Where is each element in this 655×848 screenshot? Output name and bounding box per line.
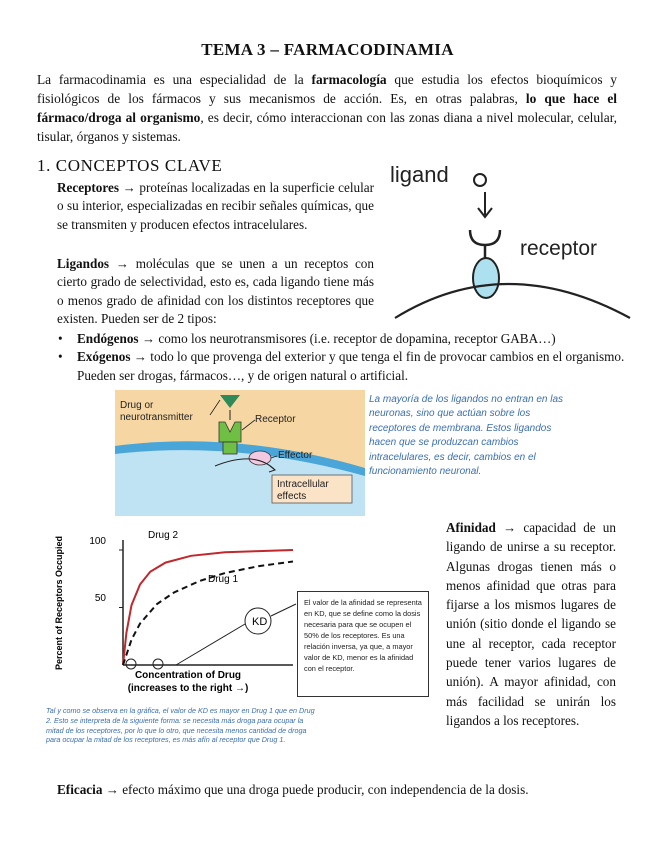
chart-ytick: 50 — [94, 593, 106, 604]
term-afinidad: Afinidad → — [446, 520, 517, 535]
receptores-definition: Receptores → proteínas localizadas en la superficie celular o su interior, especializadas en recibir señales químicas, que se transmiten y producen efectos intracelulares. — [57, 180, 374, 232]
kd-marker-drug2 — [126, 659, 136, 669]
term-endogenos: Endógenos → — [77, 331, 156, 346]
intro-bold-farmacologia: farmacología — [311, 72, 387, 87]
svg-text:Effector: Effector — [278, 450, 313, 461]
ligand-receptor-sketch — [385, 150, 635, 320]
ligandos-definition: Ligandos → moléculas que se unen a un receptos con cierto grado de selectividad, esto es, cada ligando tiene más o menos grado de afinidad con los distintos receptores que existen. Pueden ser de 2 tipos: — [57, 256, 374, 327]
sketch-receptor-cup — [470, 230, 500, 245]
sketch-membrane — [395, 284, 630, 318]
membrane-note: La mayoría de los ligandos no entran en las neuronas, sino que actúan sobre los receptores de membrana. Estos ligandos hacen que se produzcan cambios intracelulares, es decir, cambios en el funcionamiento neuronal. — [369, 394, 564, 478]
membrane-diagram — [115, 390, 365, 516]
svg-text:Intracellular: Intracellular — [277, 479, 329, 490]
ligand-types-list — [50, 330, 625, 385]
page-title: TEMA 3 – FARMACODINAMIA — [201, 40, 454, 59]
intro-paragraph: La farmacodinamia es una especialidad de la farmacología que estudia los efectos bioquímicos y fisiológicos de los fármacos y sus mecanismos de acción. Es, en otras palabras, lo que hace el fármaco/droga al organismo, es decir, cómo interaccionan con las zonas diana a nivel molecular, celular, tisular, órganos y sistemas. — [37, 72, 617, 144]
sketch-ligand-circle — [474, 174, 486, 186]
kd-label: KD — [252, 616, 268, 628]
kd-arrow — [176, 624, 245, 665]
chart-ylabel: Percent of Receptors Occupied — [54, 535, 64, 670]
effector-shape — [249, 451, 271, 465]
dose-response-chart — [48, 520, 298, 702]
svg-text:Drug or: Drug or — [120, 400, 154, 411]
intro-bold-definition: lo que hace el fármaco/droga al organismo — [37, 91, 617, 125]
chart-xlabel2: (increases to the right →) — [127, 683, 249, 694]
term-exogenos: Exógenos → — [77, 349, 147, 365]
kd-info-box: El valor de la afinidad se representa en KD, que se define como la dosis necesaria para que se ocupen el 50% de los receptores. Es una relación inversa, ya que, a mayor valor de KD, menor es la afinidad con el receptor. — [297, 591, 429, 697]
chart-ytick: 100 — [89, 536, 106, 547]
sketch-ligand-label: ligand — [390, 162, 449, 187]
legend-drug2: Drug 2 — [148, 530, 179, 541]
section-heading: 1. CONCEPTOS CLAVE — [37, 156, 223, 175]
series-line-drug-2 — [123, 550, 293, 665]
afinidad-definition: Afinidad → capacidad de un ligando de unirse a su receptor. Algunas drogas tienen más o menos afinidad que otras para fijarse a los mismos lugares de unión (sitio donde el ligando se une al receptor, cada receptor puede tener varios lugares de unión). A mayor afinidad, con más facilidad se unirán los ligandos a los receptores. — [446, 520, 616, 728]
term-ligandos: Ligandos → — [57, 256, 129, 271]
eficacia-definition: Eficacia → efecto máximo que una droga puede producir, con independencia de la dosis. — [57, 782, 529, 797]
sketch-receptor-body — [473, 258, 499, 298]
term-eficacia: Eficacia → — [57, 782, 119, 797]
kd-marker-drug1 — [153, 659, 163, 669]
svg-text:effects: effects — [277, 491, 307, 502]
chart-xlabel: Concentration of Drug — [134, 670, 242, 681]
list-item: • Endógenos → como los neurotransmisores (i.e. receptor de dopamina, receptor GABA…) — [58, 331, 556, 346]
svg-text:neurotransmitter: neurotransmitter — [120, 412, 193, 423]
term-receptores: Receptores → — [57, 180, 136, 195]
list-item: • Exógenos → todo lo que provenga del exterior y que tenga el fin de provocar cambios en el organismo. Pueden ser drogas, fármacos…, y de origen natural o artificial. — [58, 349, 625, 383]
chart-caption: Tal y como se observa en la gráfica, el valor de KD es mayor en Drug 1 que en Drug 2. Esto se interpreta de la siguiente forma: se necesita más droga para ocupar la mitad de los receptores, por lo que lo otro, que necesita menos cantidad de droga para ocupar la mitad de los receptores, es más afín al receptor que Drug 1. — [46, 706, 315, 745]
legend-drug1: Drug 1 — [208, 574, 239, 585]
sketch-receptor-label: receptor — [520, 237, 598, 260]
svg-text:Receptor: Receptor — [255, 414, 296, 425]
